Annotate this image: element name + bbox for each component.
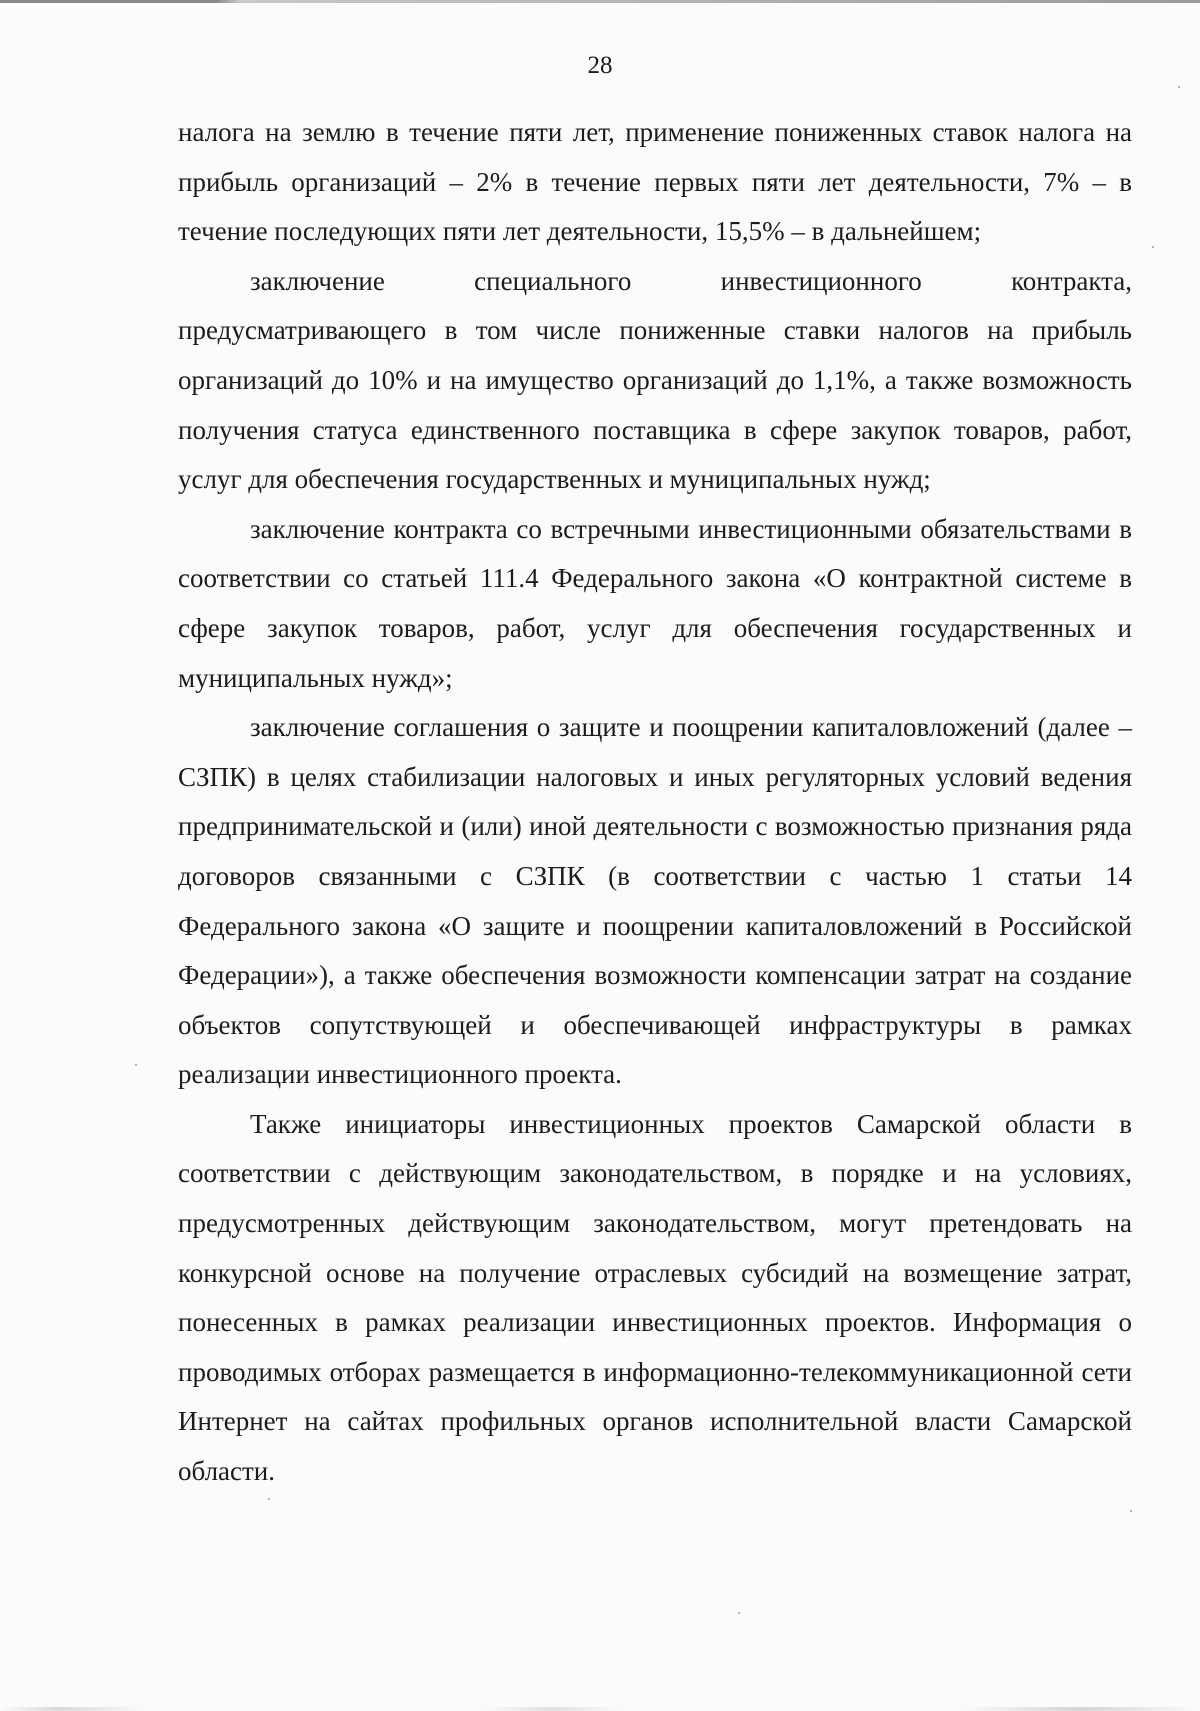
- paragraph-szpk-agreement: заключение соглашения о защите и поощрении капиталовложений (далее – СЗПК) в целях стабилизации налоговых и иных регуляторных условий ведения предпринимательской и (или) иной деятельности с возможностью признания ряда договоров связанными с СЗПК (в соответствии с частью 1 статьи 14 Федерального закона «О защите и поощрении капиталовложений в Российской Федерации»), а также обеспечения возможности компенсации затрат на создание объектов сопутствующей и обеспечивающей инфраструктуры в рамках реализации инвестиционного проекта.: [178, 712, 1132, 1090]
- paragraph-tax-rates: налога на землю в течение пяти лет, применение пониженных ставок налога на прибыль организаций – 2% в течение первых пяти лет деятельности, 7% – в течение последующих пяти лет деятельности, 15,5% – в дальнейшем;: [178, 117, 1132, 247]
- scan-speck: [268, 1498, 270, 1500]
- scan-speck: [1178, 86, 1180, 88]
- scan-speck: [1152, 246, 1154, 248]
- paragraph-industry-subsidies: Также инициаторы инвестиционных проектов Самарской области в соответствии с действующим законодательством, в порядке и на условиях, предусмотренных действующим законодательством, могут претендовать на конкурсной основе на получение отраслевых субсидий на возмещение затрат, понесенных в рамках реализации инвестиционных проектов. Информация о проводимых отборах размещается в информационно-телекоммуникационной сети Интернет на сайтах профильных органов исполнительной власти Самарской области.: [178, 1108, 1132, 1487]
- paragraph-special-investment-contract: заключение специального инвестиционного контракта, предусматривающего в том числе пониженные ставки налогов на прибыль организаций до 10% и на имущество организаций до 1,1%, а также возможность получения статуса единственного поставщика в сфере закупок товаров, работ, услуг для обеспечения государственных и муниципальных нужд;: [178, 265, 1132, 495]
- scan-speck: [135, 1064, 137, 1066]
- paragraph-counter-investment-contract: заключение контракта со встречными инвестиционными обязательствами в соответствии со статьей 111.4 Федерального закона «О контрактной системе в сфере закупок товаров, работ, услуг для обеспечения государственных и муниципальных нужд»;: [178, 513, 1132, 693]
- scan-bottom-edge: [0, 1707, 1200, 1711]
- document-body: [178, 108, 1132, 1497]
- scan-speck: [738, 1612, 740, 1614]
- scan-speck: [1130, 1510, 1132, 1512]
- scan-top-edge: [0, 0, 1200, 3]
- page-number: 28: [587, 52, 613, 79]
